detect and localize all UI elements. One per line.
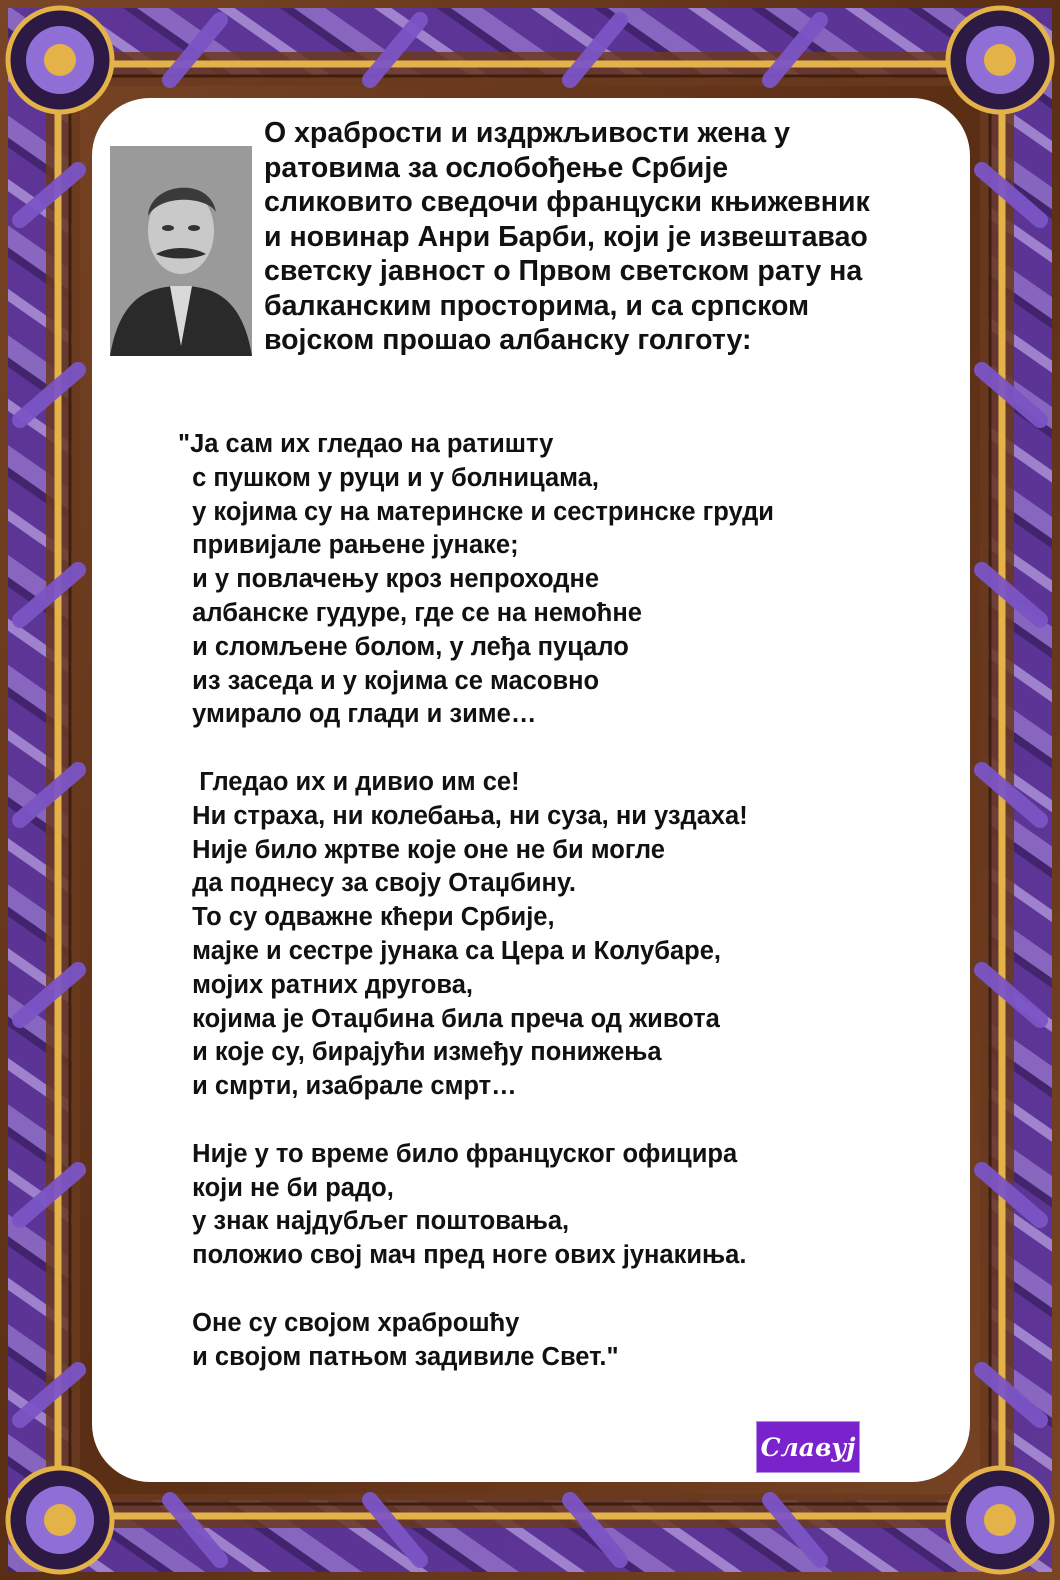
quote-line: Гледао их и дивио им се!: [178, 767, 520, 796]
quote-line: и у повлачењу кроз непроходне: [178, 565, 600, 594]
quote-line: албанске гудуре, где се на немоћне: [178, 598, 642, 627]
quote-line: Ни страха, ни колебања, ни суза, ни уздаха!: [178, 801, 748, 830]
quote-line: Оне су својом храброшћу: [178, 1308, 520, 1337]
quote-line: и сломљене болом, у леђа пуцало: [178, 632, 629, 661]
quote-line: "Ја сам их гледао на ратишту: [178, 430, 554, 458]
quote-line: и које су, бирајући између понижења: [178, 1038, 662, 1067]
quote-line: из заседа и у којима се масовно: [178, 666, 600, 695]
quote-line: с пушком у руци и у болницама,: [178, 463, 599, 492]
intro-line: и новинар Анри Барби, који је извештавао: [264, 220, 868, 253]
quote-line: Није било жртве које оне не би могле: [178, 835, 665, 864]
portrait-photo: [110, 146, 252, 356]
stanza-gap: [178, 732, 938, 766]
quote-line: То су одважне кћери Србије,: [178, 903, 555, 932]
stanza-gap: [178, 1104, 938, 1138]
quote-line: и својом патњом задивиле Свет.": [178, 1342, 619, 1371]
corner-ornament-bottom-left: [8, 1468, 112, 1572]
barbi-quote: [178, 428, 938, 1374]
quote-line: Није у то време било француског официра: [178, 1139, 738, 1168]
quote-stanza-2: [178, 766, 938, 1104]
quote-line: привијале рањене јунаке;: [178, 531, 519, 560]
quote-line: мојих ратних другова,: [178, 970, 473, 999]
portrait-figure: [110, 146, 252, 356]
quote-stanza-4: [178, 1307, 938, 1375]
quote-stanza-1: [178, 428, 938, 732]
intro-line: ратовима за ослобођење Србије: [264, 151, 729, 184]
quote-line: који не би радо,: [178, 1173, 394, 1202]
quote-line: у којима су на материнске и сестринске груди: [178, 497, 774, 526]
quote-line: умирало од глади и зиме…: [178, 700, 537, 729]
quote-line: мајке и сестре јунака са Цера и Колубаре,: [178, 936, 721, 965]
quote-line: положио свој мач пред ноге ових јунакиња.: [178, 1241, 747, 1270]
corner-ornament-top-left: [8, 8, 112, 112]
quote-line: којима је Отаџбина била преча од живота: [178, 1004, 720, 1033]
quote-line: да поднесу за своју Отаџбину.: [178, 869, 576, 898]
intro-line: балканским просторима, и са српском: [264, 289, 810, 322]
quote-line: и смрти, изабрале смрт…: [178, 1072, 517, 1101]
corner-ornament-bottom-right: [948, 1468, 1052, 1572]
quote-stanza-3: [178, 1138, 938, 1273]
intro-line: О храбрости и издржљивости жена у: [264, 117, 791, 149]
intro-paragraph: [264, 116, 954, 358]
intro-line: војском прошао албанску голготу:: [264, 324, 752, 356]
quote-line: у знак најдубљег поштовања,: [178, 1207, 570, 1236]
intro-line: сликовито сведочи француски књижевник: [264, 186, 870, 218]
intro-line: светску јавност о Првом светском рату на: [264, 255, 863, 287]
slavuj-signature-badge: Славуј: [756, 1421, 860, 1473]
stanza-gap: [178, 1273, 938, 1307]
corner-ornament-top-right: [948, 8, 1052, 112]
